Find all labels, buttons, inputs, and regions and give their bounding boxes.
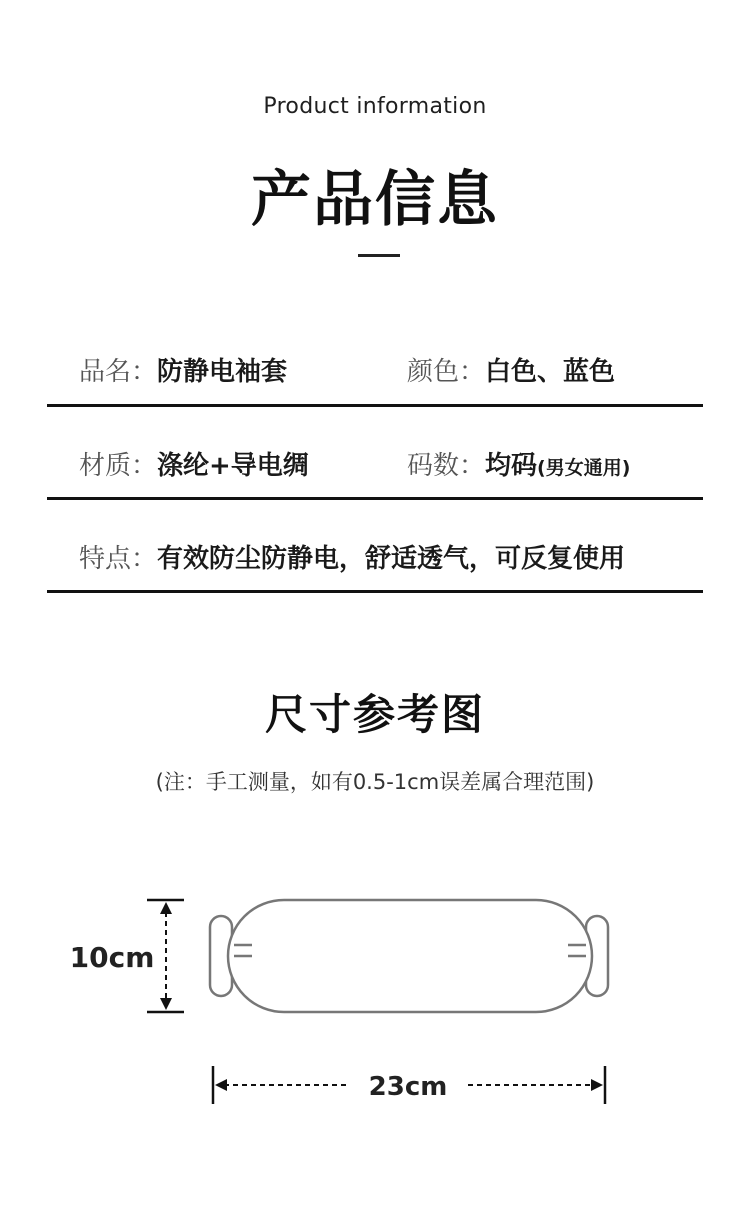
color-label: 颜色： (407, 357, 486, 387)
height-label: 10cm (69, 941, 155, 974)
info-row-size (407, 445, 630, 482)
row-divider (47, 590, 703, 593)
sleeve-size-diagram (0, 880, 750, 1110)
features-label: 特点： (79, 544, 158, 574)
material-label: 材质： (79, 451, 158, 481)
product-name-value: 防静电袖套 (157, 357, 288, 387)
size-value: 均码 (485, 451, 538, 481)
subtitle-english: Product information (263, 94, 487, 119)
row-divider (47, 497, 703, 500)
size-note: (男女通用) (537, 457, 631, 479)
title-divider (358, 254, 400, 257)
size-chart-note: (注：手工测量，如有0.5-1cm误差属合理范围) (155, 770, 595, 794)
page-title: 产品信息 (251, 165, 499, 235)
info-row-material (79, 445, 309, 482)
row-divider (47, 404, 703, 407)
width-label: 23cm (368, 1072, 448, 1102)
info-row-name (79, 351, 287, 388)
info-row-features (79, 538, 625, 575)
sleeve-outline (210, 900, 608, 1012)
material-value: 涤纶+导电绸 (157, 451, 309, 481)
size-label: 码数： (407, 451, 486, 481)
features-value: 有效防尘防静电，舒适透气，可反复使用 (157, 544, 626, 574)
product-name-label: 品名： (79, 357, 158, 387)
info-row-color (407, 351, 615, 388)
color-value: 白色、蓝色 (485, 357, 616, 387)
size-chart-title: 尺寸参考图 (264, 690, 485, 739)
